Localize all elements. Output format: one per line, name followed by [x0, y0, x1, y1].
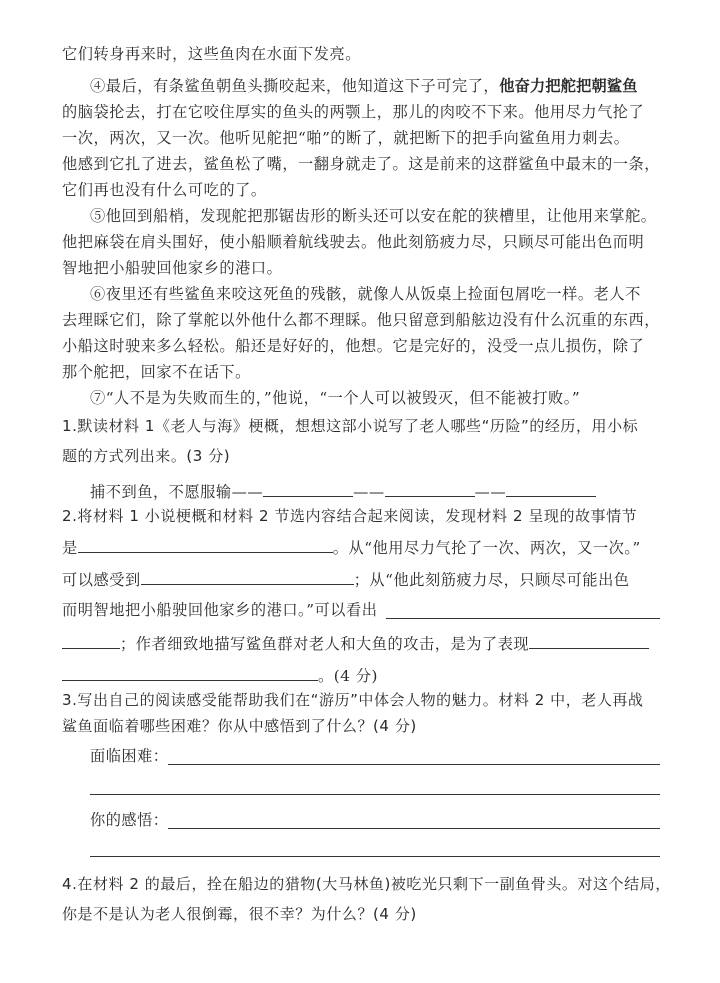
passage-line: 他把麻袋在肩头围好，使小船顺着航线驶去。他此刻筋疲力尽，只顾尽可能出色而明: [62, 233, 645, 251]
question-2-line: 。(4 分): [62, 664, 378, 686]
question-2-line: 而明智地把小船驶回他家乡的港口。”可以看出: [62, 601, 378, 619]
difficulty-label: 面临困难：: [90, 747, 169, 765]
answer-blank-3[interactable]: [506, 480, 596, 497]
passage-line: ⑤他回到船梢，发现舵把那锯齿形的断头还可以安在舵的狭槽里，让他用来掌舵。: [90, 207, 657, 225]
passage-line: 它们转身再来时，这些鱼肉在水面下发亮。: [62, 45, 362, 63]
question-2-text: 2.将材料 1 小说梗概和材料 2 节选内容结合起来阅读，发现材料 2 呈现的故事情节: [62, 507, 638, 525]
answer-blank-plot[interactable]: [78, 536, 333, 553]
question-2-line: ；作者细致地描写鲨鱼群对老人和大鱼的攻击，是为了表现: [62, 632, 649, 654]
passage-line: 他感到它扎了进去，鲨鱼松了嘴，一翻身就走了。这是前来的这群鲨鱼中最末的一条，: [62, 155, 661, 173]
passage-line: ⑥夜里还有些鲨鱼来咬这死鱼的残骸，就像人从饭桌上捡面包屑吃一样。老人不: [90, 285, 641, 303]
question-1-text: 题的方式列出来。(3 分): [62, 447, 231, 465]
passage-line: 小船这时驶来多么轻松。船还是好好的，他想。它是完好的，没受一点儿损伤，除了: [62, 337, 645, 355]
question-2-line: 可以感受到 ；从“他此刻筋疲力尽，只顾尽可能出色: [62, 568, 630, 590]
answer-blank-2[interactable]: [385, 480, 475, 497]
passage-line: 它们再也没有什么可吃的了。: [62, 181, 267, 199]
passage-paragraph-4-first-line: ④最后，有条鲨鱼朝鱼头撕咬起来，他知道这下子可完了，他奋力把舵把朝鲨鱼: [90, 77, 638, 95]
question-4-text: 你是不是认为老人很倒霉，很不幸？为什么？(4 分): [62, 905, 417, 923]
bold-phrase: 他奋力把舵把朝鲨鱼: [499, 77, 638, 95]
answer-blank-1[interactable]: [263, 480, 353, 497]
question-2-line: 是 。从“他用尽力气抡了一次、两次，又一次。”: [62, 536, 641, 558]
question-4-text: 4.在材料 2 的最后，拴在船边的猎物(大马林鱼)被吃光只剩下一副鱼骨头。对这个结局，: [62, 875, 671, 893]
answer-line-difficulty[interactable]: [168, 764, 660, 765]
insight-label: 你的感悟：: [90, 811, 169, 829]
answer-line-insight-2[interactable]: [90, 856, 660, 857]
answer-blank-purpose[interactable]: [529, 632, 649, 649]
answer-blank-see[interactable]: [386, 618, 660, 619]
answer-blank-see-cont[interactable]: [62, 632, 120, 649]
passage-line: 智地把小船驶回他家乡的港口。: [62, 259, 283, 277]
passage-line: 的脑袋抡去，打在它咬住厚实的鱼头的两颚上，那儿的肉咬不下来。他用尽力气抡了: [62, 103, 645, 121]
answer-line-difficulty-2[interactable]: [90, 794, 660, 795]
question-3-text: 鲨鱼面临着哪些困难？你从中感悟到了什么？(4 分): [62, 717, 417, 735]
question-1-text: 1.默读材料 1《老人与海》梗概，想想这部小说写了老人哪些“历险”的经历，用小标: [62, 417, 639, 435]
passage-quote: ⑦“人不是为失败而生的，”他说，“一个人可以被毁灭，但不能被打败。”: [90, 389, 581, 407]
answer-blank-feel[interactable]: [141, 568, 354, 585]
question-3-text: 3.写出自己的阅读感受能帮助我们在“游历”中体会人物的魅力。材料 2 中，老人再战: [62, 691, 644, 709]
answer-blank-purpose-cont[interactable]: [62, 664, 318, 681]
answer-line-insight[interactable]: [168, 828, 660, 829]
passage-line: 那个舵把，回家不在话下。: [62, 363, 251, 381]
passage-line: 一次，两次，又一次。他听见舵把“啪”的断了，就把断下的把手向鲨鱼用力刺去。: [62, 129, 630, 147]
question-1-answer-row: 捕不到鱼，不愿服输—— —— ——: [90, 480, 596, 502]
passage-line: 去理睬它们，除了掌舵以外他什么都不理睬。他只留意到船舷边没有什么沉重的东西，: [62, 311, 661, 329]
